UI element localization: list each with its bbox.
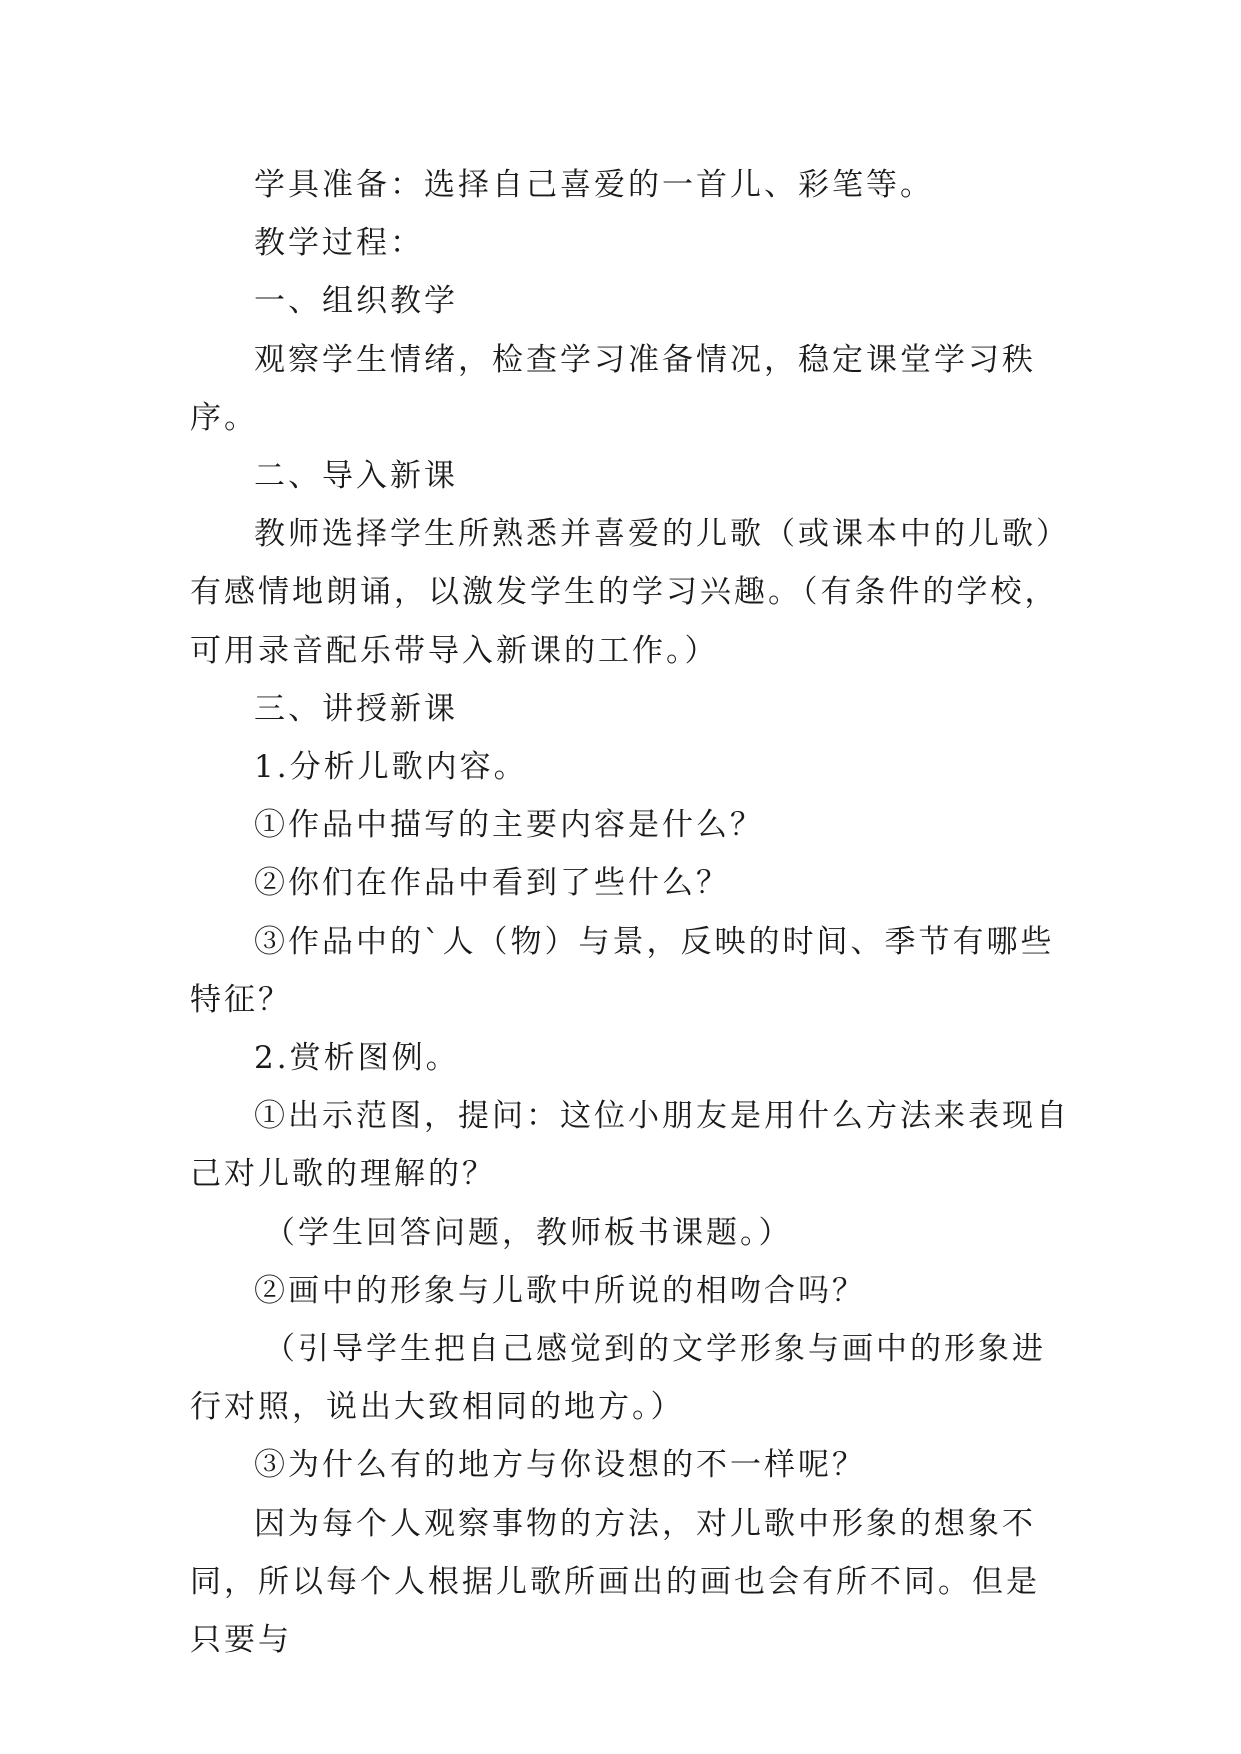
paragraph-process-heading: 教学过程： (254, 225, 424, 262)
appreciate-item-1: ①出示范图，提问：这位小朋友是用什么方法来表现自己对儿歌的理解的？ (190, 1098, 1070, 1193)
paragraph-materials: 学具准备：选择自己喜爱的一首儿、彩笔等。 (254, 167, 934, 203)
question-2: ②你们在作品中看到了些什么？ (254, 865, 730, 902)
document-body (190, 156, 1070, 1669)
appreciate-item-3: ③为什么有的地方与你设想的不一样呢？ (254, 1447, 866, 1484)
note-guide-students: （引导学生把自己感觉到的文学形象与画中的形象进行对照，说出大致相同的地方。） (190, 1331, 1046, 1426)
section-heading-teach: 三、讲授新课 (254, 690, 458, 727)
paragraph-explanation: 因为每个人观察事物的方法，对儿歌中形象的想象不同，所以每个人根据儿歌所画出的画也会有所不同。但是只要与 (190, 1505, 1040, 1659)
appreciate-item-2: ②画中的形象与儿歌中所说的相吻合吗？ (254, 1272, 866, 1309)
step-appreciate: 2.赏析图例。 (254, 1040, 460, 1077)
step-analyze: 1.分析儿歌内容。 (254, 749, 528, 786)
question-1: ①作品中描写的主要内容是什么？ (254, 807, 764, 844)
section-heading-introduce: 二、导入新课 (254, 458, 458, 495)
paragraph-observe: 观察学生情绪，检查学习准备情况，稳定课堂学习秩序。 (190, 341, 1036, 436)
paragraph-teacher-recite: 教师选择学生所熟悉并喜爱的儿歌（或课本中的儿歌）有感情地朗诵，以激发学生的学习兴趣。（有条件的学校，可用录音配乐带导入新课的工作。） (190, 516, 1070, 669)
note-student-answer: （学生回答问题，教师板书课题。） (264, 1214, 793, 1251)
question-3: ③作品中的`人（物）与景，反映的时间、季节有哪些特征？ (190, 923, 1055, 1018)
section-heading-organize: 一、组织教学 (254, 283, 458, 320)
